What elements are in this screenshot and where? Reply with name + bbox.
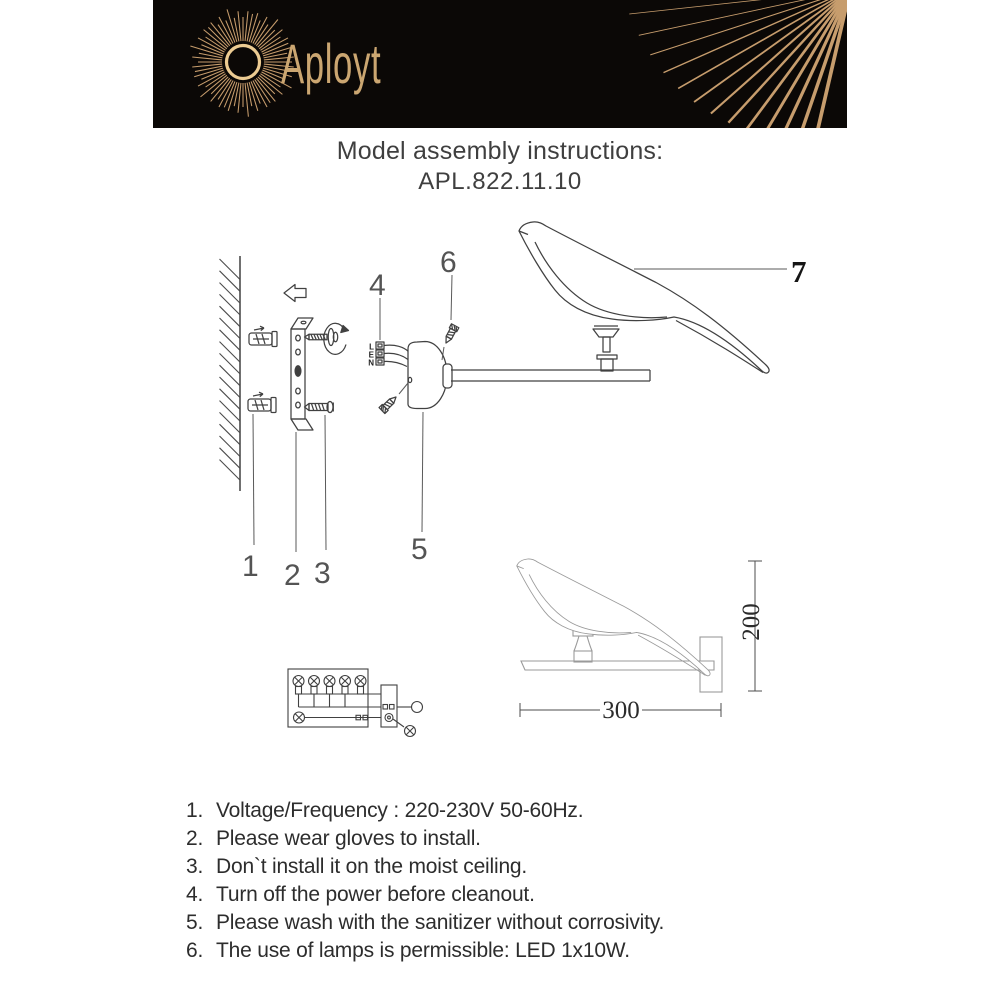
instructions-list <box>186 797 664 965</box>
leader-part3 <box>325 415 326 550</box>
instruction-number: 4. <box>186 883 204 906</box>
bracket-screw-with-rotation <box>305 323 349 354</box>
leader-part5 <box>422 412 423 532</box>
instruction-text: Voltage/Frequency : 220-230V 50-60Hz. <box>216 799 584 822</box>
instruction-item <box>186 853 664 881</box>
instruction-text: Please wash with the sanitizer without corrosivity. <box>216 911 665 934</box>
bracket-screw-lower <box>305 402 334 413</box>
part-label-4: 4 <box>369 269 386 302</box>
bird-pedestal <box>593 326 619 371</box>
page-title: Model assembly instructions: <box>336 137 664 165</box>
terminal-block <box>376 342 384 365</box>
lead-wires <box>384 345 409 366</box>
bird-lamp-shade <box>519 222 769 373</box>
instruction-item <box>186 881 664 909</box>
instruction-text: Please wear gloves to install. <box>216 827 481 850</box>
brand-banner <box>153 0 847 128</box>
arm-bar <box>451 370 650 381</box>
instruction-text: Don`t install it on the moist ceiling. <box>216 855 528 878</box>
instruction-number: 2. <box>186 827 204 850</box>
instruction-item <box>186 937 664 965</box>
arrow-left-icon <box>284 285 306 302</box>
leader-part1 <box>253 414 254 545</box>
instruction-item <box>186 797 664 825</box>
part-label-2: 2 <box>284 559 301 592</box>
instruction-item <box>186 909 664 937</box>
screw-part6 <box>442 324 459 345</box>
leader-part6 <box>451 275 452 320</box>
part-label-7: 7 <box>791 254 807 289</box>
part-label-6: 6 <box>440 246 457 279</box>
instruction-number: 6. <box>186 939 204 962</box>
dimension-width: 300 <box>602 697 640 724</box>
wall-hatching <box>220 259 241 480</box>
terminal-label-n: N <box>368 358 374 368</box>
wall-anchor-lower <box>248 392 276 412</box>
dimension-drawing <box>517 559 765 724</box>
instruction-number: 5. <box>186 911 204 934</box>
canopy-set-screw <box>379 394 399 414</box>
banner-decoration <box>153 0 847 128</box>
wiring-schematic <box>288 669 423 737</box>
instruction-text: Turn off the power before cleanout. <box>216 883 535 906</box>
part-label-3: 3 <box>314 557 331 590</box>
leader-canopy-screw <box>399 383 408 394</box>
part-label-5: 5 <box>411 533 428 566</box>
part-label-1: 1 <box>242 550 259 583</box>
sunburst-logo-icon <box>190 9 293 116</box>
instruction-text: The use of lamps is permissible: LED 1x10W. <box>216 939 630 962</box>
model-number: APL.822.11.10 <box>418 168 582 195</box>
bird-lamp-small <box>517 559 710 676</box>
wall-anchor-upper <box>249 326 277 346</box>
terminal-label-l: L <box>369 342 374 352</box>
instruction-number: 1. <box>186 799 204 822</box>
brand-logo-text: Aployt <box>281 32 382 95</box>
dimension-height: 200 <box>738 603 765 641</box>
corner-rays-decoration <box>629 0 847 128</box>
wall-section <box>220 256 241 491</box>
canopy <box>408 342 452 409</box>
instruction-item <box>186 825 664 853</box>
sunburst-ring <box>227 46 260 79</box>
terminal-label-e: E <box>368 350 374 360</box>
pedestal <box>573 630 593 662</box>
assembly-diagram <box>200 220 860 765</box>
instruction-number: 3. <box>186 855 204 878</box>
